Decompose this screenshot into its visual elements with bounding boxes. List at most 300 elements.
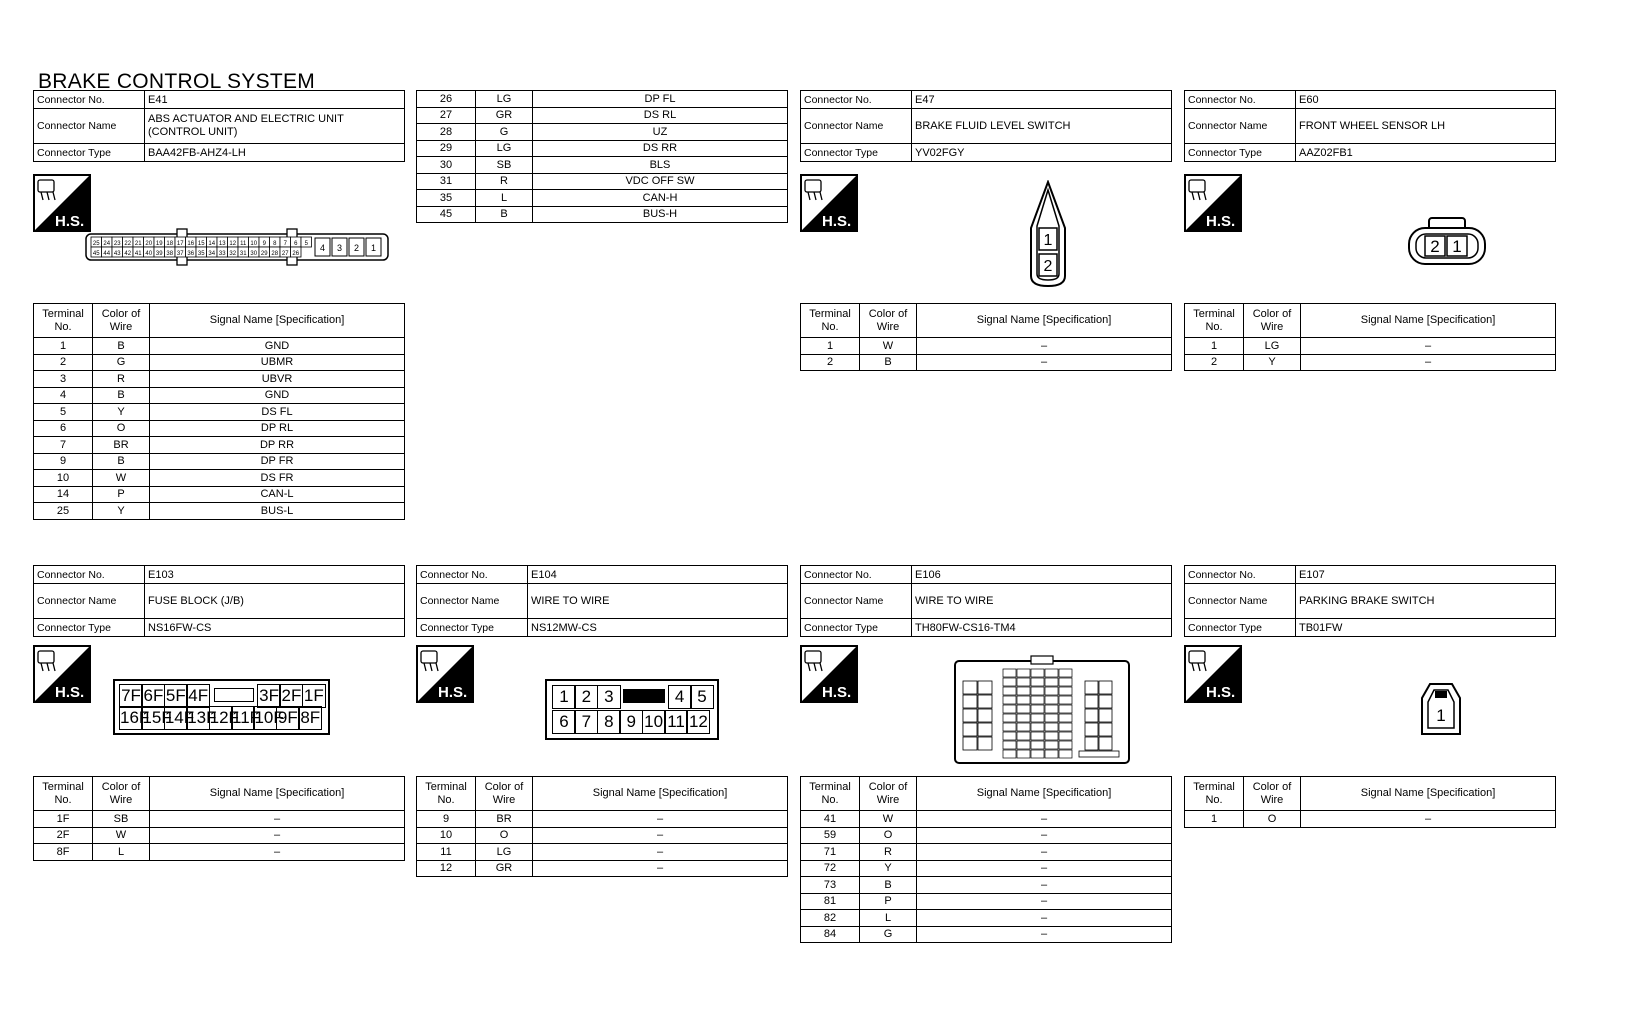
wire-color: R xyxy=(860,844,917,861)
signal-name: – xyxy=(917,811,1172,828)
pin-label: 29 xyxy=(260,251,268,257)
pin-cell xyxy=(1099,709,1112,722)
pin-label: 41 xyxy=(134,251,142,257)
table-row xyxy=(34,338,405,355)
pin-label: 43 xyxy=(113,251,121,257)
pin-cell xyxy=(1017,678,1030,686)
connector-no: E106 xyxy=(912,566,1172,584)
pin-cell: 5 xyxy=(690,685,714,709)
connector-name: WIRE TO WIRE xyxy=(912,584,1172,619)
pin-cell xyxy=(1045,723,1058,731)
terminal-no: 81 xyxy=(801,893,860,910)
wire-color: O xyxy=(1244,811,1301,828)
pin-label: 12 xyxy=(229,241,237,247)
pin-label: 30 xyxy=(250,251,258,257)
terminal-no: 14 xyxy=(34,486,93,503)
connector-e60 xyxy=(1184,90,1556,162)
table-header xyxy=(34,304,405,338)
terminal-no: 71 xyxy=(801,844,860,861)
pin-label: 2 xyxy=(353,243,360,253)
table-row xyxy=(34,453,405,470)
wire-color: LG xyxy=(1244,338,1301,355)
pin-cell xyxy=(1031,714,1044,722)
pin-label: 1 xyxy=(1436,706,1446,725)
pin-cell: 12F xyxy=(209,706,233,730)
terminal-no: 31 xyxy=(417,173,476,190)
terminal-no: 41 xyxy=(801,811,860,828)
signal-name-header: Signal Name [Specification] xyxy=(150,777,405,811)
pin-cell: 1F xyxy=(302,684,326,708)
label-connector-type: Connector Type xyxy=(801,619,912,637)
pin-label: 9 xyxy=(262,241,266,247)
pin-cell xyxy=(1017,669,1030,677)
pin-cell xyxy=(1003,669,1016,677)
pin-label: 10 xyxy=(250,241,258,247)
pin-cell xyxy=(978,737,992,750)
pin-label: 16 xyxy=(187,241,195,247)
table-row xyxy=(417,827,788,844)
table-row xyxy=(417,157,788,174)
harness-side-icon xyxy=(800,174,858,232)
page-title: BRAKE CONTROL SYSTEM xyxy=(38,70,316,93)
pin-cell xyxy=(1085,695,1098,708)
signal-name: – xyxy=(917,877,1172,894)
pin-label: 5 xyxy=(304,241,308,247)
table-header xyxy=(801,777,1172,811)
wire-color: G xyxy=(476,124,533,141)
table-row xyxy=(34,470,405,487)
signal-name: CAN-H xyxy=(533,190,788,207)
table-row xyxy=(34,844,405,861)
table-header xyxy=(1185,777,1556,811)
table-row xyxy=(34,486,405,503)
connector-type: TB01FW xyxy=(1296,619,1556,637)
pin-cell xyxy=(1059,732,1072,740)
connector-name: BRAKE FLUID LEVEL SWITCH xyxy=(912,109,1172,144)
pin-label: 42 xyxy=(124,251,132,257)
signal-table-e106 xyxy=(800,776,1172,943)
pin-row-bottom xyxy=(552,710,712,734)
terminal-no-header: Terminal No. xyxy=(801,777,860,811)
connector-face-e60 xyxy=(1407,216,1487,268)
pin-cell xyxy=(1059,696,1072,704)
table-row xyxy=(801,338,1172,355)
pin-cell xyxy=(1045,705,1058,713)
terminal-no: 2 xyxy=(801,354,860,371)
label-connector-name: Connector Name xyxy=(417,584,528,619)
pin-cell: 8 xyxy=(597,710,621,734)
wire-color: BR xyxy=(476,811,533,828)
signal-table-e103 xyxy=(33,776,405,861)
terminal-no: 1 xyxy=(1185,338,1244,355)
wire-color: W xyxy=(860,338,917,355)
pin-cell: 3F xyxy=(257,684,281,708)
wire-color: B xyxy=(93,338,150,355)
terminal-no: 7 xyxy=(34,437,93,454)
connector-info-table xyxy=(33,565,405,637)
hs-label: H.S. xyxy=(1206,213,1236,230)
terminal-no-header: Terminal No. xyxy=(801,304,860,338)
terminal-no: 82 xyxy=(801,910,860,927)
connector-type: AAZ02FB1 xyxy=(1296,144,1556,162)
table-row xyxy=(417,124,788,141)
pin-cell: 8F xyxy=(298,706,322,730)
pin-cell xyxy=(1017,723,1030,731)
connector-name: ABS ACTUATOR AND ELECTRIC UNIT (CONTROL UNIT) xyxy=(145,109,405,144)
connector-e41 xyxy=(33,90,405,162)
connector-info-table xyxy=(33,90,405,162)
label-connector-type: Connector Type xyxy=(417,619,528,637)
pin-label: 25 xyxy=(92,241,100,247)
pin-label: 26 xyxy=(292,251,300,257)
pin-cell: 9F xyxy=(276,706,300,730)
pin-cell xyxy=(978,723,992,736)
signal-name: CAN-L xyxy=(150,486,405,503)
label-connector-type: Connector Type xyxy=(34,144,145,162)
wire-color: G xyxy=(93,354,150,371)
terminal-no: 8F xyxy=(34,844,93,861)
table-row xyxy=(34,420,405,437)
signal-table-e107 xyxy=(1184,776,1556,828)
pin-cell: 11 xyxy=(664,710,688,734)
signal-name-header: Signal Name [Specification] xyxy=(1301,777,1556,811)
signal-name: – xyxy=(917,844,1172,861)
table-row xyxy=(1185,338,1556,355)
signal-name: DP RR xyxy=(150,437,405,454)
pin-cell xyxy=(1045,714,1058,722)
pin-label: 8 xyxy=(273,241,277,247)
pin-label: 17 xyxy=(176,241,184,247)
pin-cell xyxy=(1031,687,1044,695)
signal-name: GND xyxy=(150,387,405,404)
connector-name: FRONT WHEEL SENSOR LH xyxy=(1296,109,1556,144)
connector-type: BAA42FB-AHZ4-LH xyxy=(145,144,405,162)
pin-cell: 15F xyxy=(141,706,165,730)
wire-color: L xyxy=(860,910,917,927)
pin-cell: 1 xyxy=(552,685,576,709)
pin-cell xyxy=(1059,678,1072,686)
table-row xyxy=(801,860,1172,877)
pin-cell xyxy=(963,681,977,694)
wire-color: P xyxy=(93,486,150,503)
pin-label: 14 xyxy=(208,241,216,247)
pin-cell xyxy=(963,709,977,722)
pin-cell: 2F xyxy=(279,684,303,708)
pin-cell xyxy=(1031,669,1044,677)
harness-side-icon xyxy=(33,174,91,232)
label-connector-no: Connector No. xyxy=(34,566,145,584)
wire-color: SB xyxy=(93,811,150,828)
pin-cell xyxy=(1099,695,1112,708)
connector-type: YV02FGY xyxy=(912,144,1172,162)
connector-e103 xyxy=(33,565,405,637)
signal-name: – xyxy=(533,827,788,844)
pin-label: 2 xyxy=(1043,258,1053,275)
terminal-no-header: Terminal No. xyxy=(1185,777,1244,811)
connector-info-table xyxy=(416,565,788,637)
color-of-wire-header: Color of Wire xyxy=(93,304,150,338)
pin-label: 40 xyxy=(145,251,153,257)
pin-cell xyxy=(978,709,992,722)
pin-cell xyxy=(1031,705,1044,713)
label-connector-name: Connector Name xyxy=(1185,109,1296,144)
wire-color: O xyxy=(860,827,917,844)
wire-color: Y xyxy=(860,860,917,877)
signal-name-header: Signal Name [Specification] xyxy=(533,777,788,811)
label-connector-no: Connector No. xyxy=(1185,91,1296,109)
pin-label: 11 xyxy=(240,241,247,247)
pin-label: 15 xyxy=(197,241,205,247)
pin-cell: 10 xyxy=(642,710,666,734)
pin-cell xyxy=(1099,737,1112,750)
pin-cell xyxy=(1017,696,1030,704)
pin-label: 32 xyxy=(229,251,237,257)
label-connector-name: Connector Name xyxy=(1185,584,1296,619)
pin-cell: 14F xyxy=(164,706,188,730)
signal-name: DS FL xyxy=(150,404,405,421)
signal-name: – xyxy=(533,811,788,828)
connector-face-e106 xyxy=(953,655,1131,767)
pin-cell: 7 xyxy=(574,710,598,734)
pin-cell xyxy=(1031,750,1044,758)
pin-label: 36 xyxy=(187,251,195,257)
table-row xyxy=(417,190,788,207)
wire-color: LG xyxy=(476,91,533,108)
hs-label: H.S. xyxy=(55,684,85,701)
pin-label: 33 xyxy=(218,251,226,257)
signal-table-e41 xyxy=(33,303,405,520)
pin-cell: 4F xyxy=(186,684,210,708)
wire-color: W xyxy=(93,470,150,487)
label-connector-type: Connector Type xyxy=(801,144,912,162)
signal-name: GND xyxy=(150,338,405,355)
terminal-no: 1F xyxy=(34,811,93,828)
signal-name-header: Signal Name [Specification] xyxy=(917,304,1172,338)
terminal-no: 2F xyxy=(34,827,93,844)
connector-no: E104 xyxy=(528,566,788,584)
pin-cell: 16F xyxy=(119,706,143,730)
terminal-no-header: Terminal No. xyxy=(34,304,93,338)
pin-cell: 6 xyxy=(552,710,576,734)
signal-name: DP FR xyxy=(150,453,405,470)
label-connector-name: Connector Name xyxy=(801,584,912,619)
terminal-no: 3 xyxy=(34,371,93,388)
terminal-no: 29 xyxy=(417,140,476,157)
hs-label: H.S. xyxy=(438,684,468,701)
table-row xyxy=(801,910,1172,927)
table-row xyxy=(417,107,788,124)
pin-cell xyxy=(1085,737,1098,750)
connector-face-e103 xyxy=(113,679,330,735)
terminal-no: 4 xyxy=(34,387,93,404)
pin-label: 1 xyxy=(370,243,377,253)
wire-color: O xyxy=(476,827,533,844)
color-of-wire-header: Color of Wire xyxy=(93,777,150,811)
wire-color: O xyxy=(93,420,150,437)
signal-name: BUS-H xyxy=(533,206,788,223)
pin-cell xyxy=(1017,741,1030,749)
color-of-wire-header: Color of Wire xyxy=(1244,777,1301,811)
terminal-no: 26 xyxy=(417,91,476,108)
pin-row-top xyxy=(552,685,712,709)
pin-row-top xyxy=(119,684,324,708)
signal-name: DS RR xyxy=(533,140,788,157)
pin-cell: 4 xyxy=(668,685,692,709)
pin-label: 19 xyxy=(155,241,163,247)
signal-name: – xyxy=(1301,338,1556,355)
signal-name: – xyxy=(917,338,1172,355)
table-header xyxy=(417,777,788,811)
table-row xyxy=(801,877,1172,894)
signal-name: – xyxy=(917,926,1172,943)
pin-cell xyxy=(1003,696,1016,704)
terminal-no: 25 xyxy=(34,503,93,520)
harness-side-icon xyxy=(1184,645,1242,703)
wire-color: GR xyxy=(476,107,533,124)
pin-cell xyxy=(1031,696,1044,704)
table-row xyxy=(34,437,405,454)
terminal-no: 72 xyxy=(801,860,860,877)
connector-face-e104 xyxy=(545,679,719,740)
wire-color: B xyxy=(860,877,917,894)
latch-mark xyxy=(1435,691,1447,698)
table-row xyxy=(417,173,788,190)
table-row xyxy=(417,140,788,157)
terminal-no: 12 xyxy=(417,860,476,877)
key-slot xyxy=(619,685,669,707)
table-row xyxy=(801,926,1172,943)
pin-cell xyxy=(1017,687,1030,695)
signal-name: – xyxy=(150,827,405,844)
terminal-no: 1 xyxy=(34,338,93,355)
wire-color: W xyxy=(860,811,917,828)
pin-cell xyxy=(1059,750,1072,758)
terminal-no: 9 xyxy=(417,811,476,828)
pin-cell: 11F xyxy=(231,706,255,730)
wire-color: B xyxy=(93,387,150,404)
harness-side-icon xyxy=(416,645,474,703)
pin-cell xyxy=(1031,741,1044,749)
connector-type: NS12MW-CS xyxy=(528,619,788,637)
pin-cell xyxy=(1059,741,1072,749)
label-connector-type: Connector Type xyxy=(34,619,145,637)
signal-table xyxy=(33,776,405,861)
pin-cell xyxy=(1079,751,1119,757)
pin-row-bottom xyxy=(119,706,324,730)
pin-label: 1 xyxy=(1452,237,1462,256)
wire-color: W xyxy=(93,827,150,844)
label-connector-no: Connector No. xyxy=(34,91,145,109)
pin-cell xyxy=(963,723,977,736)
pin-cell xyxy=(1003,714,1016,722)
connector-info-table xyxy=(1184,90,1556,162)
table-row xyxy=(34,503,405,520)
table-row xyxy=(801,893,1172,910)
pin-cell xyxy=(963,737,977,750)
connector-e106 xyxy=(800,565,1172,637)
table-row xyxy=(34,371,405,388)
pin-label: 34 xyxy=(208,251,216,257)
pin-label: 27 xyxy=(281,251,289,257)
connector-name: WIRE TO WIRE xyxy=(528,584,788,619)
pin-cell xyxy=(1017,705,1030,713)
pin-label: 1 xyxy=(1043,232,1053,249)
wire-color: P xyxy=(860,893,917,910)
wire-color: LG xyxy=(476,844,533,861)
terminal-no: 84 xyxy=(801,926,860,943)
terminal-no: 28 xyxy=(417,124,476,141)
signal-name: UBVR xyxy=(150,371,405,388)
pin-cell: 12 xyxy=(686,710,710,734)
connector-info-table xyxy=(800,90,1172,162)
pin-label: 39 xyxy=(155,251,163,257)
pin-label: 37 xyxy=(176,251,184,257)
label-connector-no: Connector No. xyxy=(1185,566,1296,584)
pin-cell xyxy=(963,695,977,708)
pin-label: 31 xyxy=(239,251,247,257)
connector-no: E47 xyxy=(912,91,1172,109)
signal-name: UBMR xyxy=(150,354,405,371)
connector-info-table xyxy=(800,565,1172,637)
connector-no: E60 xyxy=(1296,91,1556,109)
pin-cell xyxy=(978,681,992,694)
table-row xyxy=(801,827,1172,844)
key-slot xyxy=(209,684,259,706)
signal-table xyxy=(33,303,405,520)
table-header xyxy=(1185,304,1556,338)
pin-cell xyxy=(1085,709,1098,722)
wire-color: Y xyxy=(93,404,150,421)
terminal-no: 73 xyxy=(801,877,860,894)
pin-cell xyxy=(978,695,992,708)
pin-cell xyxy=(1017,750,1030,758)
pin-cell xyxy=(1017,714,1030,722)
signal-name: DS RL xyxy=(533,107,788,124)
pin-label: 35 xyxy=(197,251,205,257)
signal-name: BUS-L xyxy=(150,503,405,520)
connector-type: NS16FW-CS xyxy=(145,619,405,637)
signal-name: – xyxy=(917,893,1172,910)
connector-e41-continued xyxy=(416,90,788,223)
label-connector-no: Connector No. xyxy=(801,91,912,109)
signal-name-header: Signal Name [Specification] xyxy=(1301,304,1556,338)
terminal-no: 11 xyxy=(417,844,476,861)
harness-side-icon xyxy=(1184,174,1242,232)
pin-cell xyxy=(1017,732,1030,740)
terminal-no: 9 xyxy=(34,453,93,470)
signal-table xyxy=(800,303,1172,371)
signal-name: DP RL xyxy=(150,420,405,437)
pin-label: 21 xyxy=(134,241,142,247)
terminal-no: 10 xyxy=(417,827,476,844)
pin-cell xyxy=(1085,681,1098,694)
label-connector-type: Connector Type xyxy=(1185,619,1296,637)
harness-side-icon xyxy=(800,645,858,703)
label-connector-no: Connector No. xyxy=(417,566,528,584)
pin-cell xyxy=(1045,687,1058,695)
pin-cell xyxy=(1045,678,1058,686)
pin-cell: 9 xyxy=(619,710,643,734)
wire-color: Y xyxy=(93,503,150,520)
pin-label: 2 xyxy=(1430,237,1440,256)
pin-cell xyxy=(1059,669,1072,677)
wire-color: L xyxy=(476,190,533,207)
pin-cell: 3 xyxy=(597,685,621,709)
pin-cell xyxy=(1003,741,1016,749)
label-connector-no: Connector No. xyxy=(801,566,912,584)
pin-cell xyxy=(1031,678,1044,686)
signal-name: UZ xyxy=(533,124,788,141)
